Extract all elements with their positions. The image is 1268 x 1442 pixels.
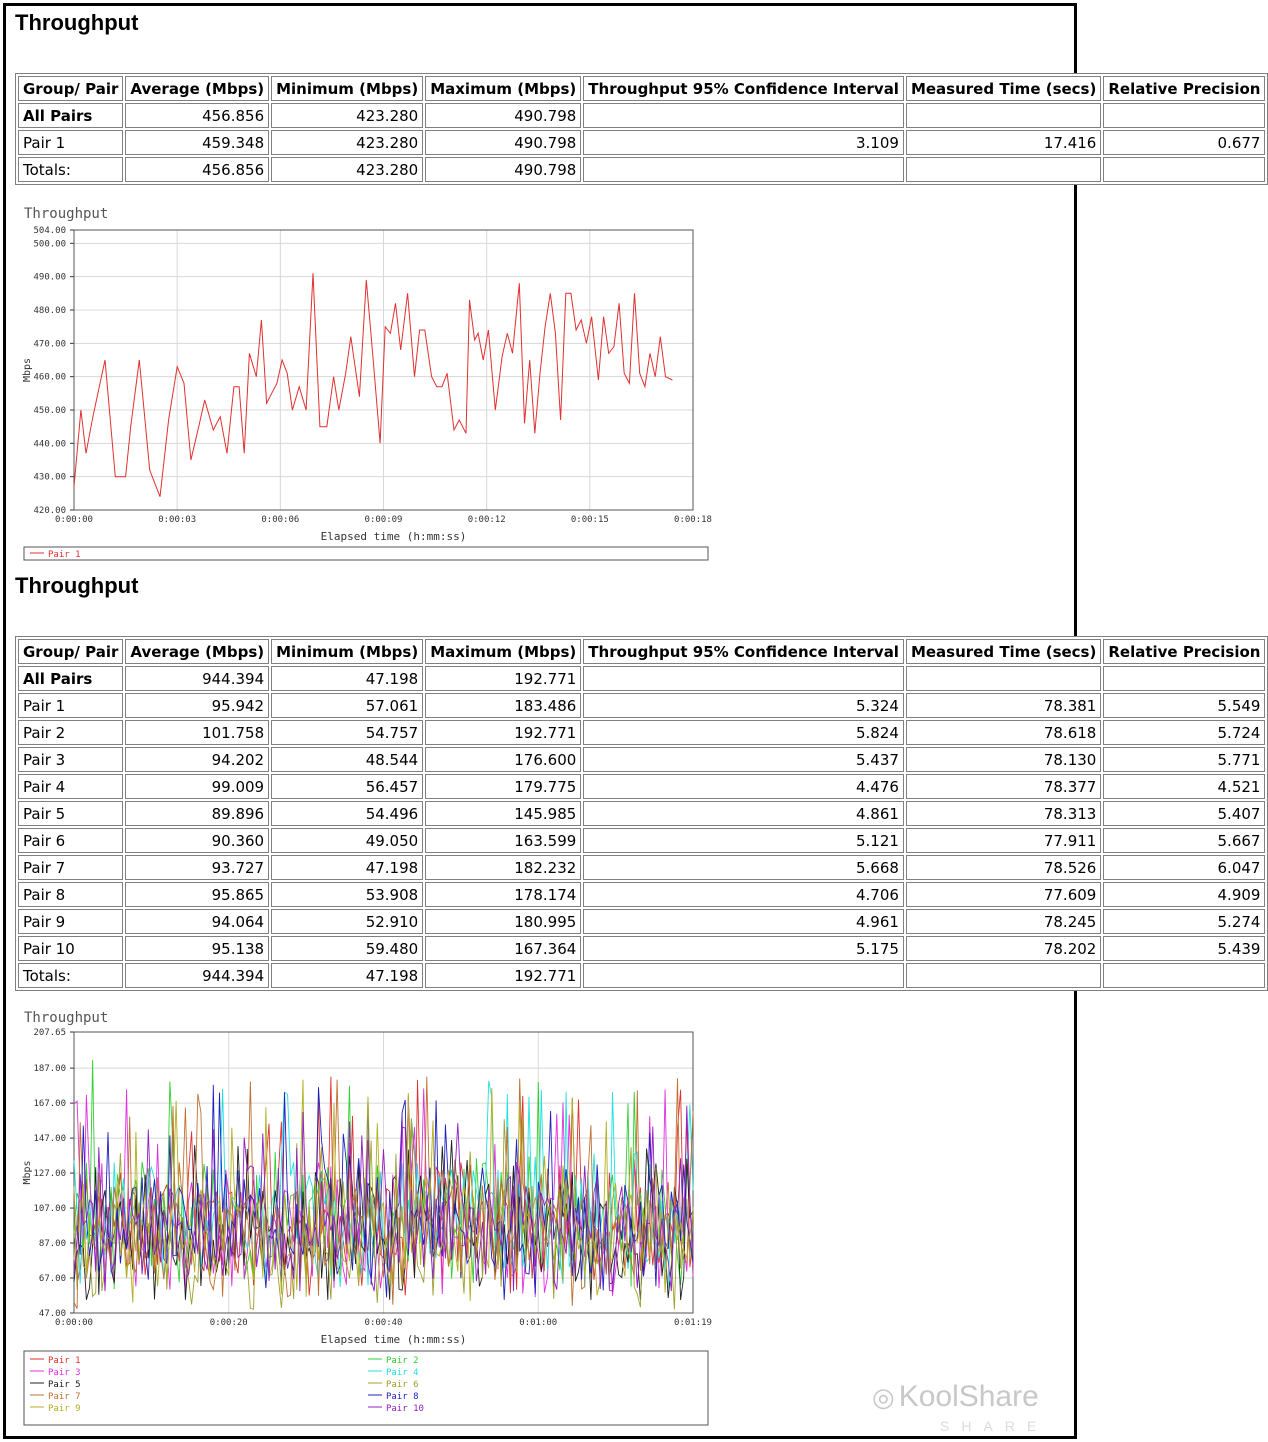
y-tick-label: 460.00: [33, 372, 66, 383]
table-cell: 78.202: [906, 936, 1101, 961]
table-cell: 5.439: [1103, 936, 1265, 961]
table-cell: Totals:: [18, 963, 123, 988]
table-cell: [583, 666, 904, 691]
table-cell: 5.437: [583, 747, 904, 772]
legend-label: Pair 1: [48, 1356, 81, 1366]
y-tick-label: 440.00: [33, 439, 66, 450]
table-row: [18, 103, 1265, 128]
table-cell: 4.861: [583, 801, 904, 826]
column-header: Measured Time (secs): [906, 76, 1101, 101]
table-header-row: [18, 76, 1265, 101]
table-cell: 99.009: [125, 774, 269, 799]
table-row: [18, 936, 1265, 961]
column-header: Throughput 95% Confidence Interval: [583, 76, 904, 101]
table-cell: [1103, 963, 1265, 988]
column-header: Relative Precision: [1103, 639, 1265, 664]
legend-label: Pair 2: [386, 1356, 419, 1366]
table-cell: 47.198: [271, 855, 423, 880]
y-tick-label: 430.00: [33, 472, 66, 483]
legend-label: Pair 9: [48, 1404, 81, 1414]
watermark: [872, 1380, 1039, 1414]
table-cell: 89.896: [125, 801, 269, 826]
table-cell: [906, 103, 1101, 128]
table-cell: 56.457: [271, 774, 423, 799]
column-header: Group/ Pair: [18, 639, 123, 664]
column-header: Measured Time (secs): [906, 639, 1101, 664]
table-row: [18, 855, 1265, 880]
table-cell: 167.364: [425, 936, 581, 961]
table-header-row: [18, 639, 1265, 664]
table-cell: All Pairs: [18, 103, 123, 128]
column-header: Maximum (Mbps): [425, 76, 581, 101]
watermark-brand: KoolShare: [898, 1380, 1039, 1413]
x-tick-label: 0:01:19: [674, 1318, 712, 1328]
table-cell: Pair 5: [18, 801, 123, 826]
table-cell: [906, 157, 1101, 182]
table-cell: 5.324: [583, 693, 904, 718]
table-cell: 95.138: [125, 936, 269, 961]
table-cell: [583, 103, 904, 128]
table-cell: 5.121: [583, 828, 904, 853]
y-tick-label: 67.00: [38, 1274, 66, 1285]
table-row: [18, 882, 1265, 907]
results-table-2: [15, 636, 1268, 991]
table-cell: 57.061: [271, 693, 423, 718]
table-cell: Pair 8: [18, 882, 123, 907]
table-cell: 4.521: [1103, 774, 1265, 799]
chart-title: Throughput: [24, 206, 109, 222]
table-cell: 423.280: [271, 103, 423, 128]
table-cell: 456.856: [125, 157, 269, 182]
legend-label: Pair 5: [48, 1380, 81, 1390]
table-cell: 456.856: [125, 103, 269, 128]
table-cell: 4.909: [1103, 882, 1265, 907]
table-cell: Pair 6: [18, 828, 123, 853]
table-cell: 5.724: [1103, 720, 1265, 745]
y-tick-label: 167.00: [33, 1099, 66, 1110]
legend-box: [24, 547, 708, 560]
table-cell: 95.865: [125, 882, 269, 907]
legend-label: Pair 3: [48, 1368, 81, 1378]
x-tick-label: 0:00:09: [364, 515, 403, 525]
throughput-chart-1: [18, 200, 718, 565]
x-tick-label: 0:00:12: [467, 515, 506, 525]
table-cell: Pair 1: [18, 693, 123, 718]
table-row: [18, 909, 1265, 934]
table-row: [18, 774, 1265, 799]
table-row: [18, 157, 1265, 182]
x-tick-label: 0:00:03: [158, 515, 197, 525]
table-cell: 944.394: [125, 963, 269, 988]
table-cell: 180.995: [425, 909, 581, 934]
table-cell: 192.771: [425, 720, 581, 745]
table-cell: 192.771: [425, 666, 581, 691]
table-cell: 78.377: [906, 774, 1101, 799]
table-cell: 459.348: [125, 130, 269, 155]
table-cell: 3.109: [583, 130, 904, 155]
table-cell: 423.280: [271, 157, 423, 182]
table-cell: Totals:: [18, 157, 123, 182]
x-tick-label: 0:01:00: [519, 1318, 558, 1328]
table-cell: 77.911: [906, 828, 1101, 853]
table-cell: 54.757: [271, 720, 423, 745]
table-cell: Pair 3: [18, 747, 123, 772]
table-cell: Pair 9: [18, 909, 123, 934]
table-cell: 90.360: [125, 828, 269, 853]
y-tick-label: 147.00: [33, 1134, 66, 1145]
legend-label: Pair 1: [48, 550, 81, 560]
table-cell: 78.130: [906, 747, 1101, 772]
table-cell: [1103, 157, 1265, 182]
section-2-heading: Throughput: [15, 573, 139, 598]
table-cell: 47.198: [271, 666, 423, 691]
table-cell: 423.280: [271, 130, 423, 155]
table-cell: 94.202: [125, 747, 269, 772]
table-cell: 179.775: [425, 774, 581, 799]
x-tick-label: 0:00:00: [55, 515, 93, 525]
table-row: [18, 747, 1265, 772]
y-tick-label: 504.00: [33, 226, 66, 236]
table-cell: 78.618: [906, 720, 1101, 745]
table-cell: 944.394: [125, 666, 269, 691]
table-row: [18, 130, 1265, 155]
column-header: Throughput 95% Confidence Interval: [583, 639, 904, 664]
x-tick-label: 0:00:06: [261, 515, 300, 525]
table-cell: 4.706: [583, 882, 904, 907]
table-cell: 163.599: [425, 828, 581, 853]
table-cell: 78.245: [906, 909, 1101, 934]
column-header: Group/ Pair: [18, 76, 123, 101]
y-tick-label: 480.00: [33, 306, 66, 316]
table-cell: 178.174: [425, 882, 581, 907]
x-tick-label: 0:00:15: [570, 515, 609, 525]
legend-label: Pair 4: [386, 1368, 419, 1378]
table-cell: 490.798: [425, 157, 581, 182]
table-cell: 6.047: [1103, 855, 1265, 880]
section-1-heading: Throughput: [15, 10, 139, 35]
y-tick-label: 207.65: [33, 1028, 66, 1038]
x-axis-label: Elapsed time (h:mm:ss): [320, 530, 467, 543]
table-cell: 5.668: [583, 855, 904, 880]
table-cell: 5.175: [583, 936, 904, 961]
table-cell: 77.609: [906, 882, 1101, 907]
table-cell: 94.064: [125, 909, 269, 934]
watermark-sub: SHARE: [940, 1418, 1049, 1434]
table-cell: 192.771: [425, 963, 581, 988]
table-cell: All Pairs: [18, 666, 123, 691]
table-cell: 490.798: [425, 103, 581, 128]
legend-label: Pair 8: [386, 1392, 419, 1402]
table-row: [18, 801, 1265, 826]
table-row: [18, 693, 1265, 718]
table-cell: 5.824: [583, 720, 904, 745]
table-cell: 490.798: [425, 130, 581, 155]
y-tick-label: 490.00: [33, 272, 66, 283]
table-row: [18, 963, 1265, 988]
table-cell: [906, 666, 1101, 691]
table-cell: 5.549: [1103, 693, 1265, 718]
table-row: [18, 828, 1265, 853]
y-tick-label: 187.00: [33, 1064, 66, 1075]
table-cell: Pair 1: [18, 130, 123, 155]
column-header: Minimum (Mbps): [271, 76, 423, 101]
table-cell: 78.313: [906, 801, 1101, 826]
table-cell: 182.232: [425, 855, 581, 880]
table-cell: 145.985: [425, 801, 581, 826]
table-cell: 5.771: [1103, 747, 1265, 772]
results-table-1: [15, 73, 1268, 185]
table-cell: 47.198: [271, 963, 423, 988]
table-cell: Pair 4: [18, 774, 123, 799]
y-axis-label: Mbps: [22, 1160, 33, 1185]
column-header: Average (Mbps): [125, 639, 269, 664]
table-cell: 59.480: [271, 936, 423, 961]
table-cell: 53.908: [271, 882, 423, 907]
y-tick-label: 470.00: [33, 339, 66, 350]
table-cell: 0.677: [1103, 130, 1265, 155]
table-cell: 17.416: [906, 130, 1101, 155]
column-header: Average (Mbps): [125, 76, 269, 101]
y-tick-label: 127.00: [33, 1169, 66, 1180]
table-cell: 95.942: [125, 693, 269, 718]
table-row: [18, 720, 1265, 745]
y-tick-label: 450.00: [33, 406, 66, 416]
table-cell: 4.961: [583, 909, 904, 934]
table-cell: 78.381: [906, 693, 1101, 718]
y-tick-label: 107.00: [33, 1204, 66, 1215]
table-cell: [906, 963, 1101, 988]
table-row: [18, 666, 1265, 691]
table-cell: 183.486: [425, 693, 581, 718]
series-line-pair-1: [74, 273, 672, 496]
table-cell: 52.910: [271, 909, 423, 934]
table-cell: 5.274: [1103, 909, 1265, 934]
column-header: Maximum (Mbps): [425, 639, 581, 664]
table-cell: 5.407: [1103, 801, 1265, 826]
x-axis-label: Elapsed time (h:mm:ss): [320, 1333, 467, 1346]
table-cell: Pair 7: [18, 855, 123, 880]
column-header: Minimum (Mbps): [271, 639, 423, 664]
y-tick-label: 420.00: [33, 506, 66, 516]
table-cell: [583, 963, 904, 988]
x-tick-label: 0:00:40: [364, 1318, 403, 1328]
table-cell: 48.544: [271, 747, 423, 772]
x-tick-label: 0:00:00: [55, 1318, 93, 1328]
table-cell: 93.727: [125, 855, 269, 880]
table-cell: 78.526: [906, 855, 1101, 880]
legend-label: Pair 10: [386, 1404, 424, 1414]
table-cell: 54.496: [271, 801, 423, 826]
table-cell: Pair 2: [18, 720, 123, 745]
y-tick-label: 500.00: [33, 239, 66, 250]
table-cell: Pair 10: [18, 936, 123, 961]
wechat-icon: ◎: [872, 1382, 895, 1412]
table-cell: [1103, 103, 1265, 128]
column-header: Relative Precision: [1103, 76, 1265, 101]
x-tick-label: 0:00:18: [674, 515, 712, 525]
y-tick-label: 87.00: [38, 1239, 66, 1250]
table-cell: 5.667: [1103, 828, 1265, 853]
y-axis-label: Mbps: [22, 357, 33, 383]
chart-title: Throughput: [24, 1010, 109, 1026]
throughput-chart-2: [18, 1004, 718, 1429]
table-cell: 49.050: [271, 828, 423, 853]
x-tick-label: 0:00:20: [209, 1318, 248, 1328]
table-cell: [1103, 666, 1265, 691]
y-tick-label: 47.00: [38, 1309, 66, 1319]
legend-box: [24, 1351, 708, 1425]
table-cell: [583, 157, 904, 182]
legend-label: Pair 7: [48, 1392, 81, 1402]
table-cell: 176.600: [425, 747, 581, 772]
legend-label: Pair 6: [386, 1380, 419, 1390]
table-cell: 101.758: [125, 720, 269, 745]
table-cell: 4.476: [583, 774, 904, 799]
